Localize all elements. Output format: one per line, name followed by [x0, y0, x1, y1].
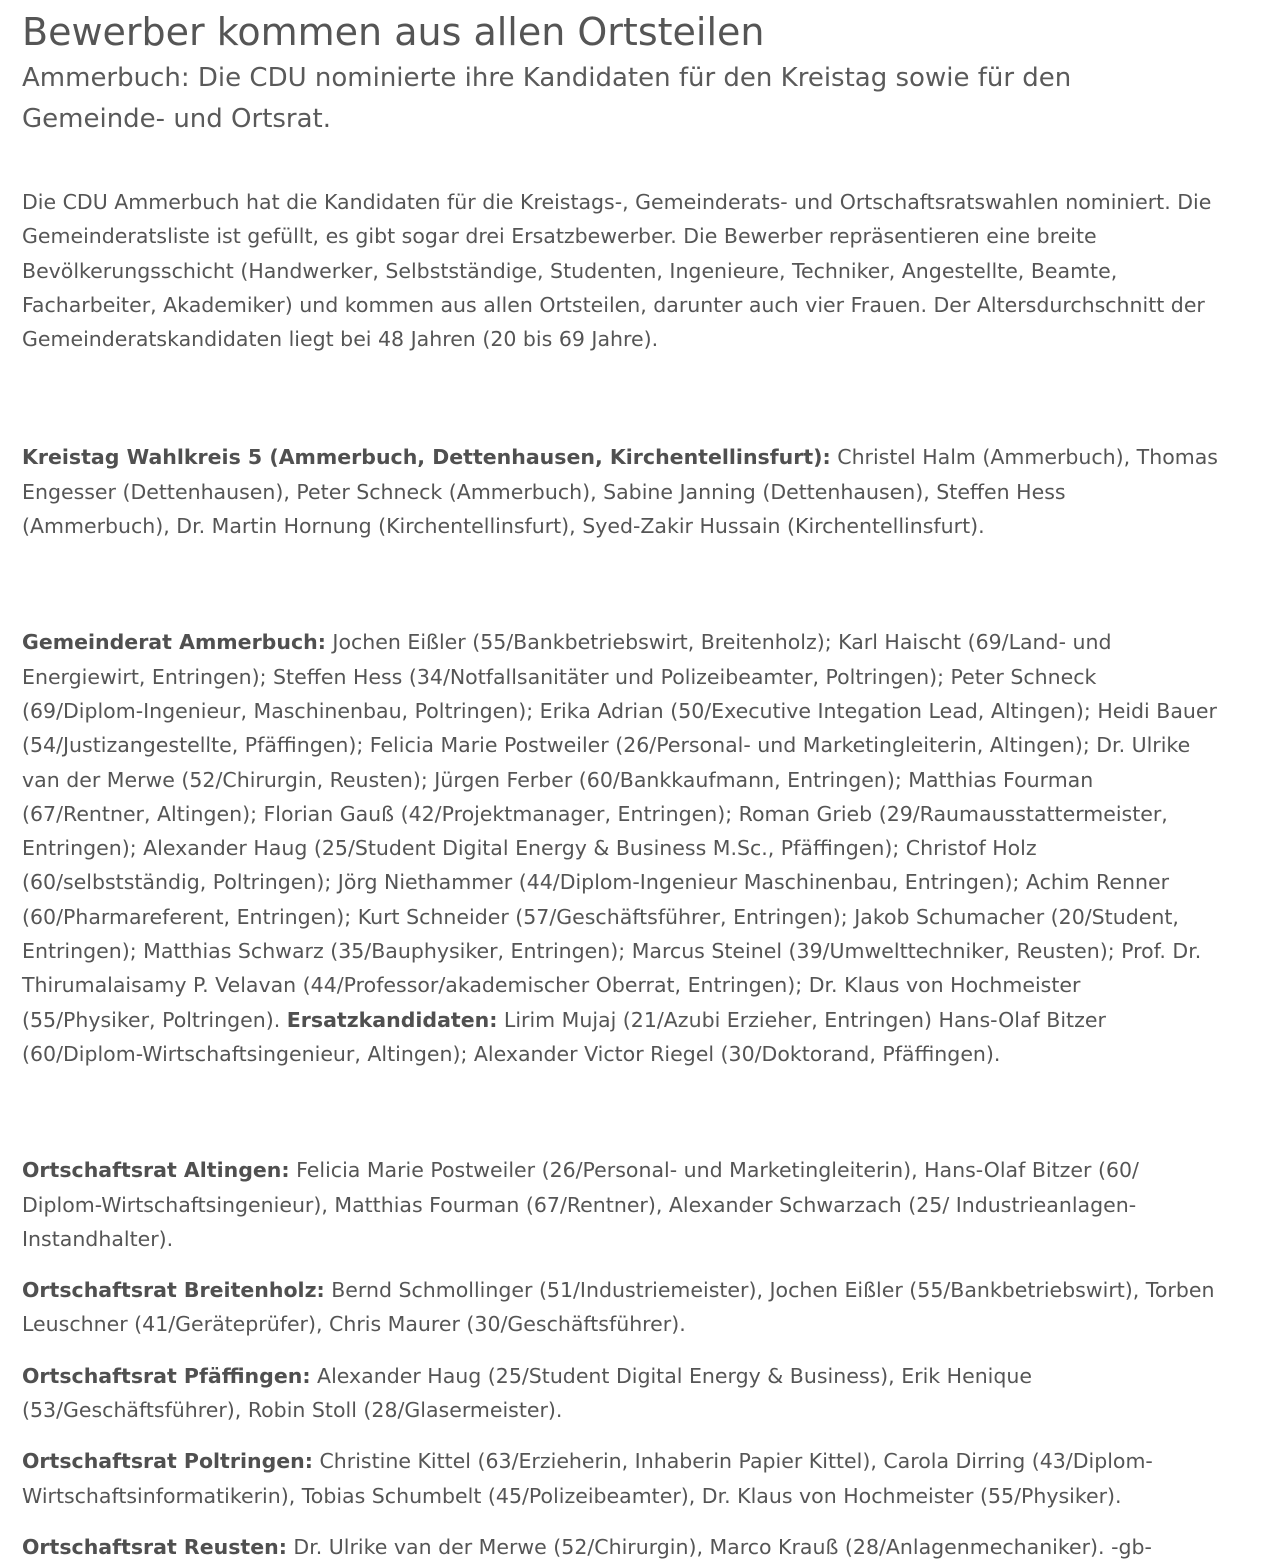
ersatzkandidaten-text: Lirim Mujaj (21/Azubi Erzieher, Entringen) Hans-Olaf Bitzer (60/Diplom-Wirtschaftsingenieur, Altingen); Alexander Victor Riegel (30/Doktorand, Pfäffingen). — [22, 1007, 1106, 1066]
section-ortschaftsrat-breitenholz — [22, 1273, 1218, 1342]
section-kreistag-text: Christel Halm (Ammerbuch), Thomas Engesser (Dettenhausen), Peter Schneck (Ammerbuch), Sabine Janning (Dettenhausen), Steffen Hess (Ammerbuch), Dr. Martin Hornung (Kirchentellinsfurt), Syed-Zakir Hussain (Kirchentellinsfurt). — [22, 445, 1218, 539]
ortschaftsrat-breitenholz-label: Ortschaftsrat Breitenholz: — [22, 1278, 325, 1303]
ersatzkandidaten-label: Ersatzkandidaten: — [286, 1007, 498, 1032]
section-ortschaftsrat-poltringen — [22, 1444, 1218, 1513]
section-gemeinderat-text: Jochen Eißler (55/Bankbetriebswirt, Breitenholz); Karl Haischt (69/Land- und Energiewirt, Entringen); Steffen Hess (34/Notfallsanitäter und Polizeibeamter, Poltringen); Peter Schneck (69/Diplom-Ingenieur, Maschinenbau, Poltringen); Erika Adrian (50/Executive Integation Lead, Altingen); Heidi Bauer (54/Justizangestellte, Pfäffingen); Felicia Marie Postweiler (26/Personal- und Marketingleiterin, Altingen); Dr. Ulrike van der Merwe (52/Chirurgin, Reusten); Jürgen Ferber (60/Bankkaufmann, Entringen); Matthias Fourman (67/Rentner, Altingen); Florian Gauß (42/Projektmanager, Entringen); Roman Grieb (29/Raumausstattermeister, Entringen); Alexander Haug (25/Student Digital Energy & Business M.Sc., Pfäffingen); Christof Holz (60/selbstständig, Poltringen); Jörg Niethammer (44/Diplom-Ingenieur Maschinenbau, Entringen); Achim Renner (60/Pharmareferent, Entringen); Kurt Schneider (57/Geschäftsführer, Entringen); Jakob Schumacher (20/Student, Entringen); Matthias Schwarz (35/Bauphysiker, Entringen); Marcus Steinel (39/Umwelttechniker, Reusten); Prof. Dr. Thirumalaisamy P. Velavan (44/Professor/akademischer Oberrat, Entringen); Dr. Klaus von Hochmeister (55/Physiker, Poltringen). — [22, 630, 1217, 1032]
ortschaftsrat-breitenholz-text: Bernd Schmollinger (51/Industriemeister), Jochen Eißler (55/Bankbetriebswirt), Torben Leuschner (41/Geräteprüfer), Chris Maurer (30/Geschäftsführer). — [22, 1278, 1215, 1337]
ortschaftsrat-reusten-label: Ortschaftsrat Reusten: — [22, 1534, 287, 1559]
section-ortschaftsrat-reusten — [22, 1530, 1218, 1564]
article-subtitle: Ammerbuch: Die CDU nominierte ihre Kandidaten für den Kreistag sowie für den Gemeinde- und Ortsrat. — [22, 63, 1072, 134]
ortschaftsrat-reusten-text: Dr. Ulrike van der Merwe (52/Chirurgin), Marco Krauß (28/Anlagenmechaniker). -gb- — [286, 1534, 1152, 1559]
section-kreistag-label: Kreistag Wahlkreis 5 (Ammerbuch, Dettenhausen, Kirchentellinsfurt): — [22, 445, 831, 470]
section-ortschaftsrat-pfaeffingen — [22, 1359, 1218, 1428]
article-headline: Bewerber kommen aus allen Ortsteilen — [22, 10, 765, 54]
ortschaftsrat-pfaeffingen-text: Alexander Haug (25/Student Digital Energy & Business), Erik Henique (53/Geschäftsführer), Robin Stoll (28/Glasermeister). — [22, 1363, 1032, 1423]
ortschaftsrat-altingen-text: Felicia Marie Postweiler (26/Personal- und Marketingleiterin), Hans-Olaf Bitzer (60/ Diplom-Wirtschaftsingenieur), Matthias Fourman (67/Rentner), Alexander Schwarzach (25/ Industrieanlagen-Instandhalter). — [22, 1158, 1139, 1251]
ortschaftsrat-poltringen-label: Ortschaftsrat Poltringen: — [22, 1449, 313, 1474]
ortschaftsrat-poltringen-text: Christine Kittel (63/Erzieherin, Inhaberin Papier Kittel), Carola Dirring (43/Diplom-Wirtschaftsinformatikerin), Tobias Schumbelt (45/Polizeibeamter), Dr. Klaus von Hochmeister (55/Physiker). — [22, 1449, 1153, 1508]
ortschaftsrat-altingen-label: Ortschaftsrat Altingen: — [22, 1158, 290, 1183]
article-lead: Die CDU Ammerbuch hat die Kandidaten für die Kreistags-, Gemeinderats- und Ortschaftsratswahlen nominiert. Die Gemeinderatsliste ist gefüllt, es gibt sogar drei Ersatzbewerber. Die Bewerber repräsentieren eine breite Bevölkerungsschicht (Handwerker, Selbstständige, Studenten, Ingenieure, Techniker, Angestellte, Beamte, Facharbeiter, Akademiker) und kommen aus allen Ortsteilen, darunter auch vier Frauen. Der Altersdurchschnitt der Gemeinderatskandidaten liegt bei 48 Jahren (20 bis 69 Jahre). — [22, 190, 1212, 352]
section-kreistag — [22, 440, 1218, 543]
section-ortschaftsrat-altingen — [22, 1153, 1218, 1256]
section-gemeinderat-label: Gemeinderat Ammerbuch: — [22, 630, 326, 655]
section-gemeinderat — [22, 625, 1218, 1071]
ortschaftsrat-pfaeffingen-label: Ortschaftsrat Pfäffingen: — [22, 1363, 311, 1388]
